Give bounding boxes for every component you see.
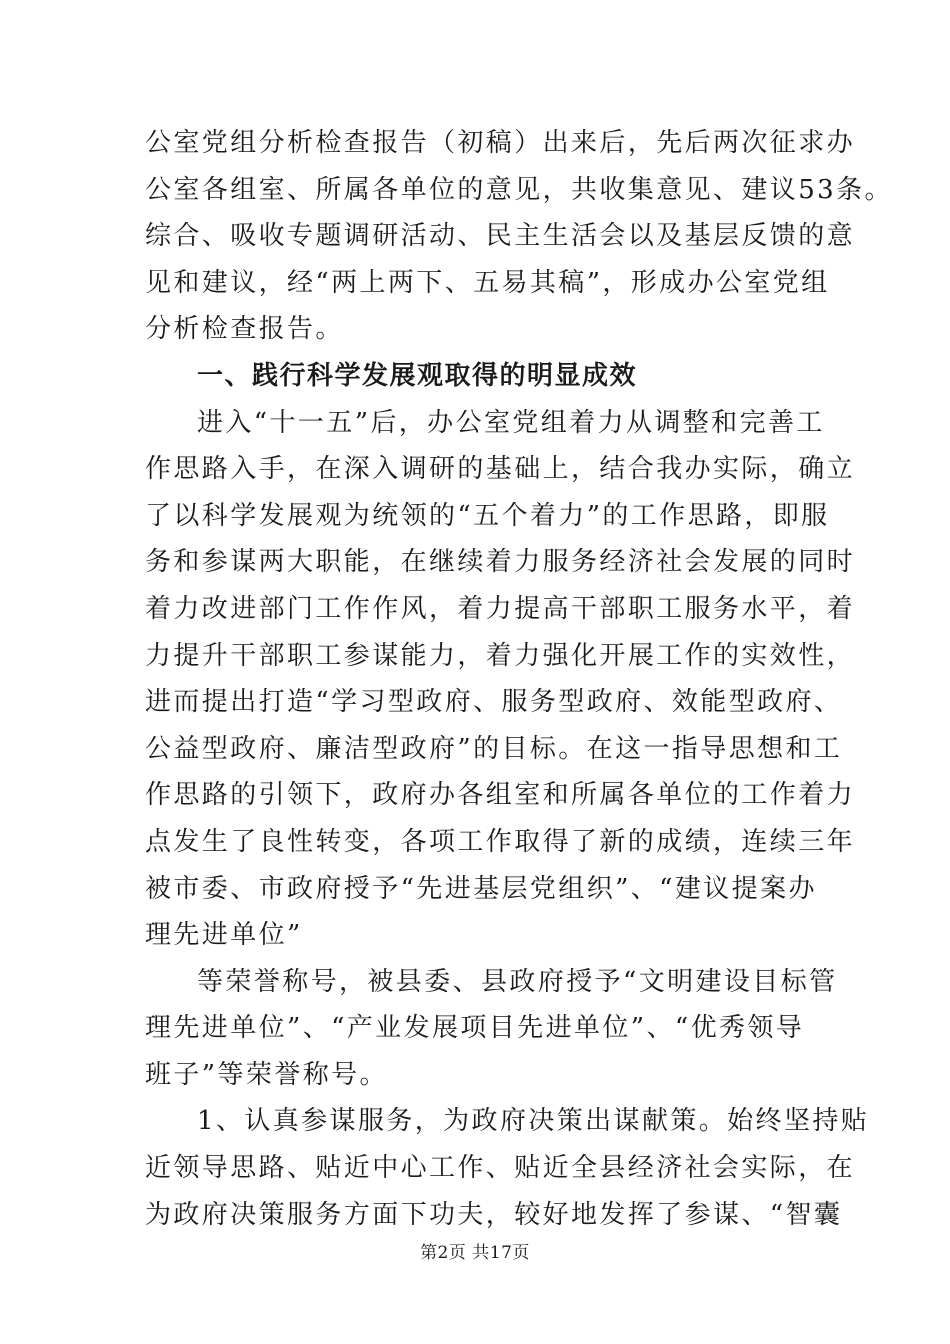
text-line: 了以科学发展观为统领的“五个着力”的工作思路，即服 [145, 500, 830, 531]
text-line: 作思路入手，在深入调研的基础上，结合我办实际，确立 [145, 454, 856, 485]
page-number: 第2页 共17页 [420, 1243, 530, 1263]
section-heading: 一、践行科学发展观取得的明显成效 [197, 360, 638, 391]
text-line: 公室党组分析检查报告（初稿）出来后，先后两次征求办 [145, 128, 856, 158]
text-line: 分析检查报告。 [145, 314, 344, 345]
text-line: 理先进单位”、“产业发展项目先进单位”、“优秀领导 [145, 1013, 805, 1044]
text-line: 近领导思路、贴近中心工作、贴近全县经济社会实际，在 [145, 1153, 856, 1184]
page-footer [0, 1238, 950, 1263]
text-line: 综合、吸收专题调研活动、民主生活会以及基层反馈的意 [145, 221, 856, 252]
text-line: 公益型政府、廉洁型政府”的目标。在这一指导思想和工 [145, 733, 843, 764]
document-body [145, 120, 893, 1238]
text-line: 等荣誉称号，被县委、县政府授予“文明建设目标管 [197, 966, 838, 997]
text-line: 力提升干部职工参谋能力，着力强化开展工作的实效性， [145, 640, 856, 671]
text-line: 务和参谋两大职能，在继续着力服务经济社会发展的同时 [145, 547, 856, 578]
text-line: 被市委、市政府授予“先进基层党组织”、“建议提案办 [145, 873, 817, 904]
text-line: 理先进单位” [145, 920, 303, 951]
text-line: 见和建议，经“两上两下、五易其稿”，形成办公室党组 [145, 267, 830, 298]
text-line: 为政府决策服务方面下功夫，较好地发挥了参谋、“智囊 [145, 1199, 843, 1230]
text-line: 公室各组室、所属各单位的意见，共收集意见、建议53条。 [145, 174, 893, 205]
text-line: 作思路的引领下，政府办各组室和所属各单位的工作着力 [145, 780, 856, 811]
text-line: 进而提出打造“学习型政府、服务型政府、效能型政府、 [145, 687, 843, 718]
text-line: 进入“十一五”后，办公室党组着力从调整和完善工 [197, 407, 825, 438]
text-line: 点发生了良性转变，各项工作取得了新的成绩，连续三年 [145, 826, 856, 857]
text-line: 着力改进部门工作作风，着力提高干部职工服务水平，着 [145, 593, 856, 624]
text-line: 1、认真参谋服务，为政府决策出谋献策。始终坚持贴 [197, 1106, 870, 1137]
text-line: 班子”等荣誉称号。 [145, 1059, 388, 1090]
